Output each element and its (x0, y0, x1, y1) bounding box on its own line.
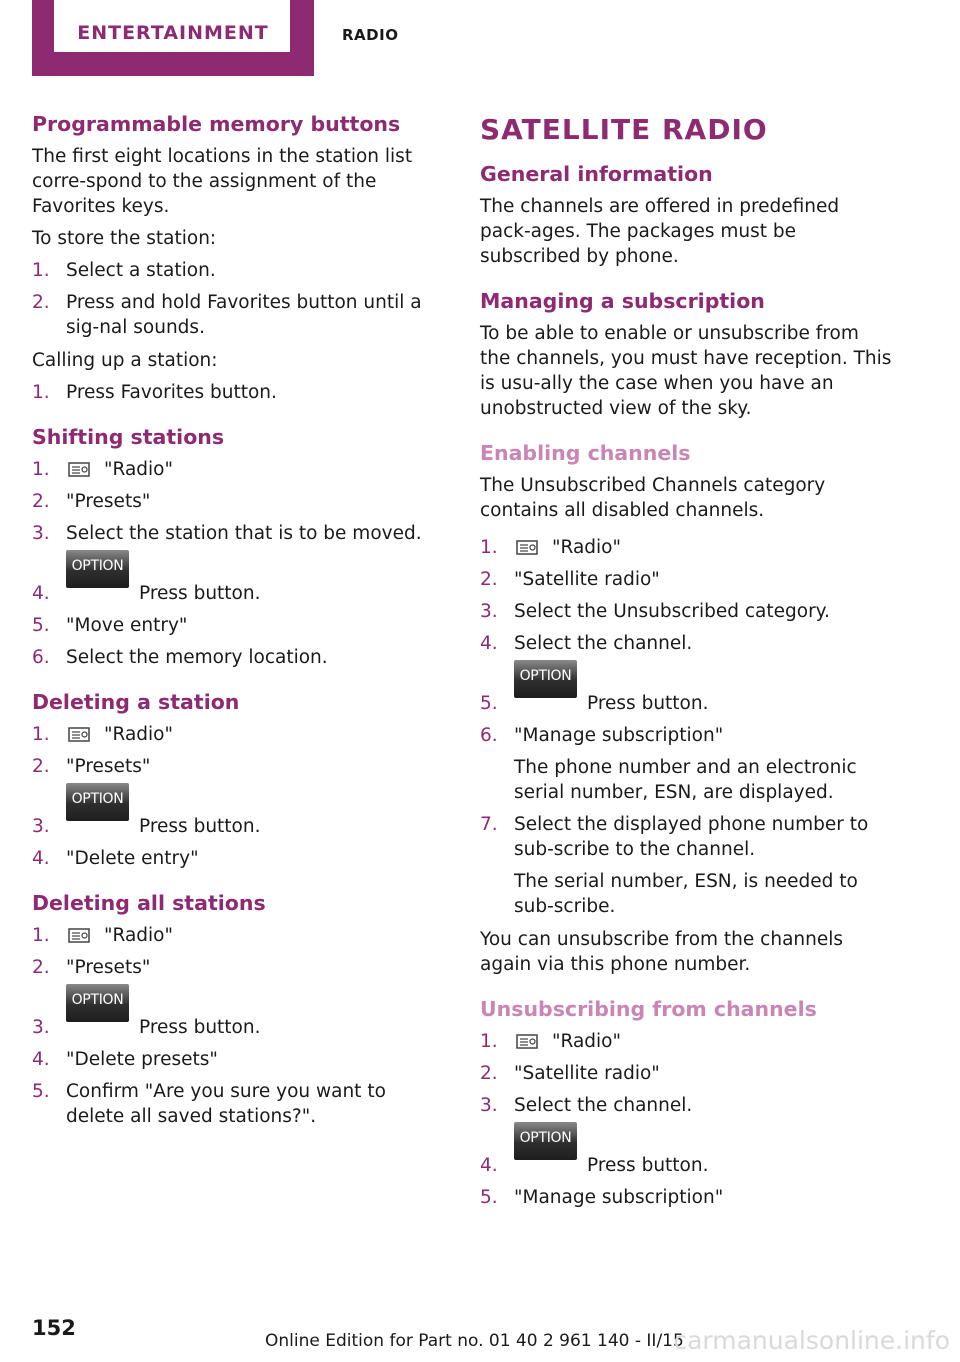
step-list (32, 923, 442, 1129)
subsection-heading: Unsubscribing from channels (480, 997, 817, 1021)
list-item (32, 380, 442, 405)
section-unsubscribing-channels (480, 995, 892, 1210)
list-item (32, 613, 442, 638)
radio-icon (516, 1034, 538, 1049)
step-number: 3. (32, 523, 50, 544)
step-number: 3. (32, 816, 50, 837)
step-list (32, 722, 442, 871)
section-managing-subscription (480, 287, 892, 421)
step-number: 1. (480, 537, 498, 558)
step-text: "Radio" (104, 925, 174, 946)
section-deleting-station (32, 688, 442, 871)
step-text: Press button. (587, 1155, 709, 1176)
step-number: 4. (32, 583, 50, 604)
step-list (32, 457, 442, 670)
right-column (480, 110, 892, 1218)
step-number: 3. (480, 601, 498, 622)
step-text: "Satellite radio" (514, 569, 660, 590)
step-number: 3. (480, 1095, 498, 1116)
radio-icon (68, 928, 90, 943)
list-item (32, 1047, 442, 1072)
step-text: Press button. (139, 1017, 261, 1038)
step-number: 3. (32, 1017, 50, 1038)
radio-icon (68, 727, 90, 742)
step-text: Select the channel. (514, 633, 693, 654)
step-number: 4. (32, 1049, 50, 1070)
step-note: The serial number, ESN, is needed to sub‐scribe. (514, 871, 858, 917)
step-text: "Manage subscription" (514, 1187, 724, 1208)
paragraph: To be able to enable or unsubscribe from the channels, you must have reception. This is usu‐ally the case when you have an unobstructed view of the sky. (480, 323, 892, 419)
paragraph: To store the station: (32, 228, 217, 249)
option-button-icon: OPTION (514, 1122, 577, 1160)
step-number: 2. (32, 292, 50, 313)
step-text: Select the memory location. (66, 647, 328, 668)
paragraph: The first eight locations in the station list corre‐spond to the assignment of the Favorites keys. (32, 146, 413, 217)
step-text: "Radio" (552, 1031, 622, 1052)
paragraph: The channels are offered in predefined pack‐ages. The packages must be subscribed by phone. (480, 196, 840, 267)
list-item (32, 786, 442, 839)
list-item (32, 521, 442, 546)
list-item (32, 754, 442, 779)
step-text: "Manage subscription" (514, 725, 724, 746)
step-text: "Satellite radio" (514, 1063, 660, 1084)
left-column (32, 110, 442, 1137)
list-item (32, 290, 442, 340)
step-list (480, 535, 892, 919)
list-item (32, 553, 442, 606)
list-item (480, 663, 892, 716)
step-text: Press Favorites button. (66, 382, 277, 403)
list-item (480, 535, 892, 560)
step-text: Select a station. (66, 260, 216, 281)
paragraph: Calling up a station: (32, 350, 218, 371)
step-text: Press button. (139, 816, 261, 837)
step-text: Press button. (139, 583, 261, 604)
step-number: 2. (480, 569, 498, 590)
section-heading: Shifting stations (32, 425, 225, 449)
list-item (480, 812, 892, 919)
step-text: "Radio" (104, 459, 174, 480)
radio-icon (516, 540, 538, 555)
list-item (480, 631, 892, 656)
step-number: 1. (32, 382, 50, 403)
option-button-icon: OPTION (66, 550, 129, 588)
list-item (32, 258, 442, 283)
step-number: 4. (480, 633, 498, 654)
step-number: 5. (480, 1187, 498, 1208)
step-text: "Presets" (66, 957, 151, 978)
list-item (480, 567, 892, 592)
paragraph: You can unsubscribe from the channels again via this phone number. (480, 929, 844, 975)
step-text: Confirm "Are you sure you want to delete all saved stations?". (66, 1081, 386, 1127)
step-note: The phone number and an electronic serial number, ESN, are displayed. (514, 757, 857, 803)
subsection-heading: Enabling channels (480, 441, 691, 465)
step-number: 1. (32, 724, 50, 745)
list-item (32, 722, 442, 747)
watermark: carmanualsonline.info (673, 1326, 950, 1355)
tab-label-entertainment: ENTERTAINMENT (77, 22, 269, 44)
step-text: "Move entry" (66, 615, 188, 636)
step-text: "Radio" (104, 724, 174, 745)
paragraph: The Unsubscribed Channels category contains all disabled channels. (480, 475, 826, 521)
section-heading: Deleting a station (32, 690, 240, 714)
step-text: "Delete entry" (66, 848, 199, 869)
step-number: 6. (480, 725, 498, 746)
step-text: Select the station that is to be moved. (66, 523, 422, 544)
step-list (32, 258, 442, 340)
section-heading: Managing a subscription (480, 289, 765, 313)
step-number: 2. (32, 957, 50, 978)
option-button-icon: OPTION (514, 660, 577, 698)
section-heading: Programmable memory buttons (32, 112, 401, 136)
step-number: 4. (480, 1155, 498, 1176)
step-text: Select the channel. (514, 1095, 693, 1116)
step-number: 1. (480, 1031, 498, 1052)
option-button-icon: OPTION (66, 783, 129, 821)
step-number: 2. (32, 756, 50, 777)
step-text: "Presets" (66, 491, 151, 512)
step-text: Press button. (587, 693, 709, 714)
step-number: 1. (32, 459, 50, 480)
step-number: 1. (32, 925, 50, 946)
list-item (32, 1079, 442, 1129)
option-button-icon: OPTION (66, 984, 129, 1022)
step-text: Select the Unsubscribed category. (514, 601, 830, 622)
list-item (32, 457, 442, 482)
section-deleting-all-stations (32, 889, 442, 1129)
list-item (480, 599, 892, 624)
chapter-title: SATELLITE RADIO (480, 113, 768, 146)
list-item (480, 1093, 892, 1118)
section-tab-entertainment (32, 0, 314, 76)
list-item (32, 846, 442, 871)
step-list (480, 1029, 892, 1210)
step-number: 6. (32, 647, 50, 668)
page-number: 152 (32, 1316, 76, 1340)
section-programmable-memory (32, 110, 442, 405)
list-item (480, 1185, 892, 1210)
list-item (32, 987, 442, 1040)
step-text: "Presets" (66, 756, 151, 777)
list-item (480, 1125, 892, 1178)
step-number: 2. (480, 1063, 498, 1084)
list-item (480, 1029, 892, 1054)
step-text: Press and hold Favorites button until a sig‐nal sounds. (66, 292, 422, 338)
section-general-information (480, 160, 892, 269)
radio-icon (68, 462, 90, 477)
list-item (480, 1061, 892, 1086)
step-number: 7. (480, 814, 498, 835)
step-number: 2. (32, 491, 50, 512)
step-text: Select the displayed phone number to sub‐scribe to the channel. (514, 814, 869, 860)
list-item (32, 923, 442, 948)
step-number: 5. (480, 693, 498, 714)
edition-footer: Online Edition for Part no. 01 40 2 961 140 - II/15 (265, 1331, 684, 1351)
section-enabling-channels (480, 439, 892, 977)
step-list (32, 380, 442, 405)
section-heading: General information (480, 162, 713, 186)
step-number: 5. (32, 615, 50, 636)
step-number: 1. (32, 260, 50, 281)
list-item (32, 489, 442, 514)
step-number: 4. (32, 848, 50, 869)
section-heading: Deleting all stations (32, 891, 266, 915)
step-number: 5. (32, 1081, 50, 1102)
step-text: "Delete presets" (66, 1049, 218, 1070)
section-shifting-stations (32, 423, 442, 670)
list-item (480, 723, 892, 805)
step-text: "Radio" (552, 537, 622, 558)
list-item (32, 955, 442, 980)
list-item (32, 645, 442, 670)
tab-label-radio: RADIO (342, 26, 399, 44)
